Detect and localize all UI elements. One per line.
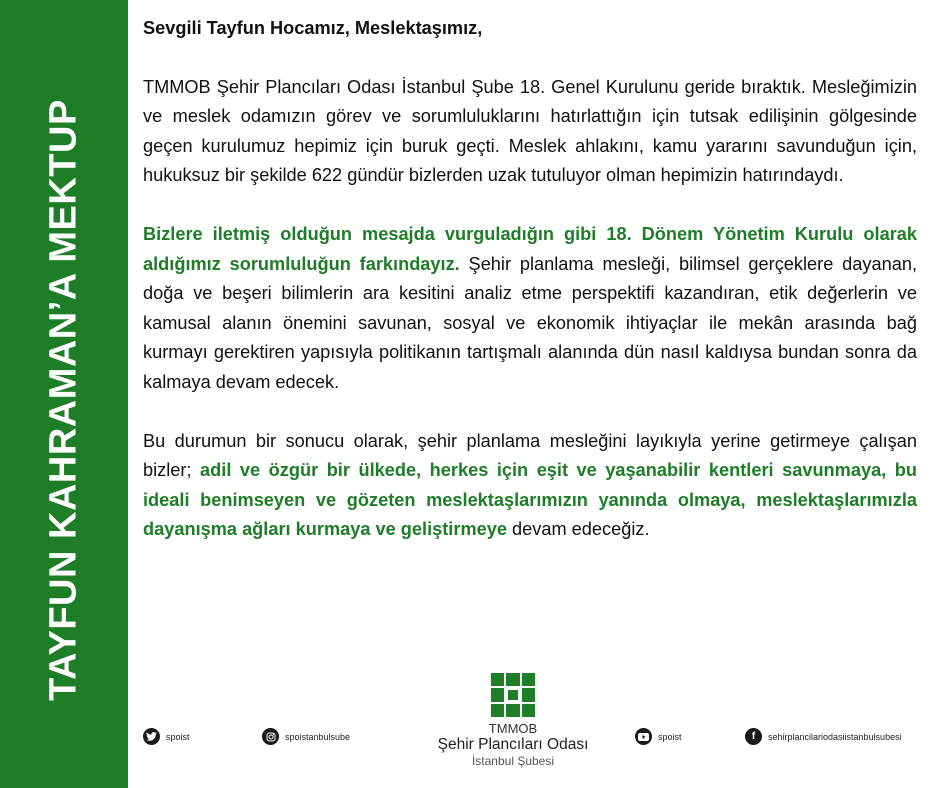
twitter-icon <box>143 728 160 745</box>
paragraph-2-rest: Şehir planlama mesleği, bilimsel gerçeklere dayanan, doğa ve beşeri bilimlerin ara kesitini analiz etme perspektifi kazandıran, etik değerlerin ve kamusal alanın önemini savunan, sosyal ve ekonomik ihtiyaçlar ile mekân arasında bağ kurmayı gerektiren yapısıyla politikanın tartışmalı alanında dün nasıl kaldıysa bundan sonra da kalmaya devam edecek. <box>143 253 917 392</box>
instagram-handle: spoistanbulsube <box>285 731 351 742</box>
facebook-icon: f <box>745 728 762 745</box>
paragraph-1: TMMOB Şehir Plancıları Odası İstanbul Şube 18. Genel Kurulunu geride bıraktık. Mesleğimizin ve meslek odamızın görev ve sorumluluklarını hatırlattığın için tutsak edilişinin gölgesinde geçen kurulumuz hepimiz için buruk geçti. Meslek ahlakını, kamu yararını savunduğun için, hukuksuz bir şekilde 622 gündür bizlerden uzak tutuluyor olman hepimizin hatırındaydı. <box>143 76 917 185</box>
logo-grid-icon <box>491 673 535 717</box>
salutation: Sevgili Tayfun Hocamız, Meslektaşımız, <box>143 18 483 38</box>
paragraph-2-highlight: Bizlere iletmiş olduğun mesajda vurguladığın gibi 18. Dönem Yönetim Kurulu olarak aldığımız sorumluluğun farkındayız. <box>143 224 917 274</box>
facebook-handle: sehirplancilariodasiistanbulsubesi <box>768 731 902 742</box>
logo-line-sube: İstanbul Şubesi <box>471 754 555 768</box>
instagram-link[interactable] <box>262 728 350 745</box>
paragraph-2 <box>143 220 917 397</box>
youtube-icon <box>635 728 652 745</box>
paragraph-3-start: Bu durumun bir sonucu olarak, şehir planlama mesleğini layıkıyla yerine getirmeye çalışan bizler; <box>143 430 917 480</box>
tmmob-logo <box>433 673 593 768</box>
paragraph-3 <box>143 427 917 545</box>
logo-line-tmmob: TMMOB <box>488 721 538 736</box>
sidebar-title: TAYFUN KAHRAMAN’A MEKTUP <box>42 99 85 701</box>
twitter-handle: spoist <box>166 731 190 742</box>
youtube-link[interactable] <box>635 728 682 745</box>
instagram-icon <box>262 728 279 745</box>
paragraph-3-highlight: adil ve özgür bir ülkede, herkes için eşit ve yaşanabilir kentleri savunmaya, bu ideali benimseyen ve gözeten meslektaşlarımızın yanında olmaya, meslektaşlarımızla dayanışma ağları kurmaya ve geliştirmeye <box>143 460 917 539</box>
youtube-handle: spoist <box>658 731 682 742</box>
letter-body <box>143 14 917 574</box>
twitter-link[interactable] <box>143 728 190 745</box>
facebook-link[interactable] <box>745 728 902 745</box>
logo-line-oda: Şehir Plancıları Odası <box>437 736 589 753</box>
paragraph-3-end: devam edeceğiz. <box>506 519 650 539</box>
sidebar-band <box>0 0 128 788</box>
